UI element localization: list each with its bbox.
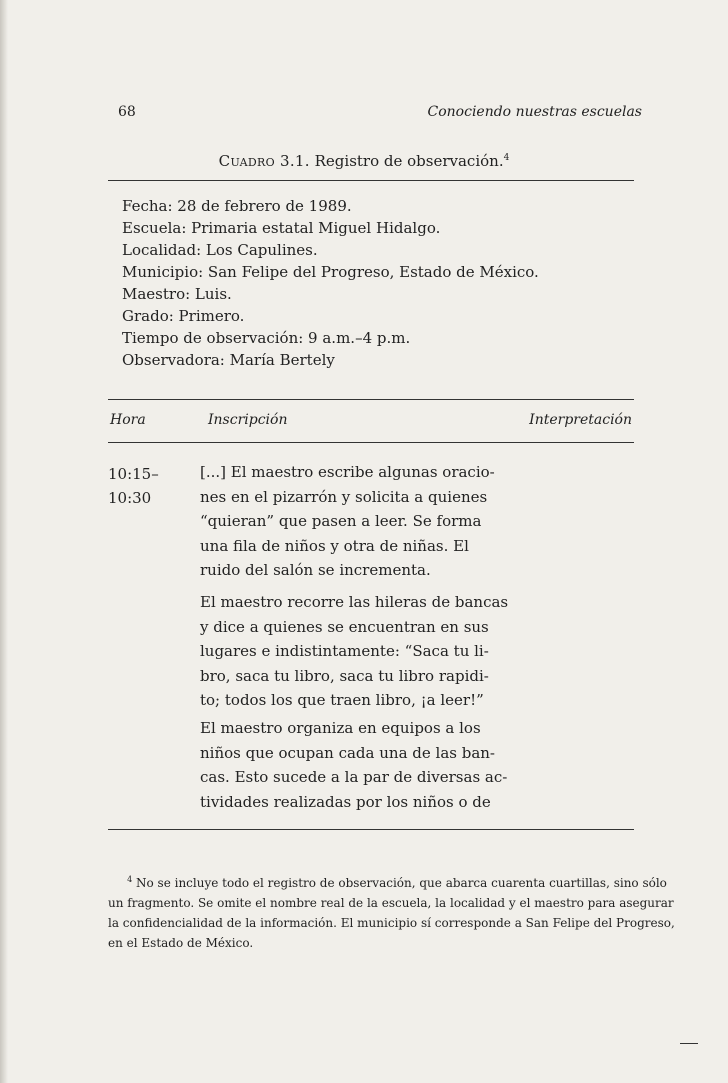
- entry-time-start: 10:15–: [108, 465, 159, 483]
- inscription-paragraph-3: [200, 716, 508, 814]
- record-municipality: Municipio: San Felipe del Progreso, Estado de México.: [122, 263, 539, 281]
- record-metadata: [122, 195, 602, 371]
- text-line: cas. Esto sucede a la par de diversas ac-: [200, 768, 508, 786]
- footnote-line: la confidencialidad de la información. El municipio sí corresponde a San Felipe del Progreso,: [108, 916, 675, 930]
- text-line: El maestro recorre las hileras de bancas: [200, 593, 509, 611]
- caption-rule: [108, 180, 634, 181]
- footnote-text: No se incluye todo el registro de observación, que abarca cuarenta cuartillas, sino sólo: [136, 876, 667, 890]
- text-line: bro, saca tu libro, saca tu libro rapidi-: [200, 666, 489, 685]
- inscription-paragraph-1: [200, 460, 495, 583]
- text-line: tividades realizadas por los niños o de: [200, 792, 491, 811]
- record-grade: Grado: Primero.: [122, 307, 245, 325]
- entry-time: [108, 462, 159, 510]
- footnote-number: 4: [127, 875, 133, 884]
- table-top-rule: [108, 399, 634, 400]
- margin-mark: [680, 1043, 698, 1044]
- record-time: Tiempo de observación: 9 a.m.–4 p.m.: [122, 329, 411, 347]
- entry-time-end: 10:30: [108, 489, 152, 507]
- footnote-line: en el Estado de México.: [108, 936, 254, 950]
- caption-title: Registro de observación.: [314, 152, 504, 170]
- footnote: [108, 870, 675, 953]
- text-line: y dice a quienes se encuentran en sus: [200, 617, 489, 636]
- column-header-hora: Hora: [110, 412, 146, 428]
- caption-footnote-ref: 4: [503, 153, 510, 163]
- text-line: ruido del salón se incrementa.: [200, 561, 431, 579]
- text-line: El maestro organiza en equipos a los: [200, 719, 481, 737]
- table-bottom-rule: [108, 829, 634, 830]
- running-title: Conociendo nuestras escuelas: [427, 104, 642, 120]
- text-line: to; todos los que traen libro, ¡a leer!”: [200, 691, 484, 709]
- record-locality: Localidad: Los Capulines.: [122, 241, 318, 259]
- footnote-line: un fragmento. Se omite el nombre real de la escuela, la localidad y el maestro para asegurar: [108, 896, 674, 910]
- footnote-line: [108, 870, 667, 893]
- page-number: 68: [118, 104, 136, 120]
- record-teacher: Maestro: Luis.: [122, 285, 232, 303]
- record-school: Escuela: Primaria estatal Miguel Hidalgo.: [122, 219, 441, 237]
- caption-label: Cuadro 3.1.: [218, 152, 310, 170]
- header-rule: [108, 442, 634, 443]
- column-header-interpretacion: Interpretación: [529, 412, 632, 428]
- column-header-inscripcion: Inscripción: [208, 412, 288, 428]
- text-line: lugares e indistintamente: “Saca tu li-: [200, 642, 489, 660]
- table-caption: [0, 152, 728, 170]
- record-date: Fecha: 28 de febrero de 1989.: [122, 197, 352, 215]
- text-line: nes en el pizarrón y solicita a quienes: [200, 487, 488, 506]
- inscription-paragraph-2: [200, 590, 509, 713]
- page-header: [118, 104, 642, 124]
- text-line: “quieran” que pasen a leer. Se forma: [200, 512, 482, 530]
- record-observer: Observadora: María Bertely: [122, 351, 335, 369]
- text-line: una fila de niños y otra de niñas. El: [200, 536, 469, 555]
- text-line: [...] El maestro escribe algunas oracio-: [200, 463, 495, 481]
- text-line: niños que ocupan cada una de las ban-: [200, 743, 496, 762]
